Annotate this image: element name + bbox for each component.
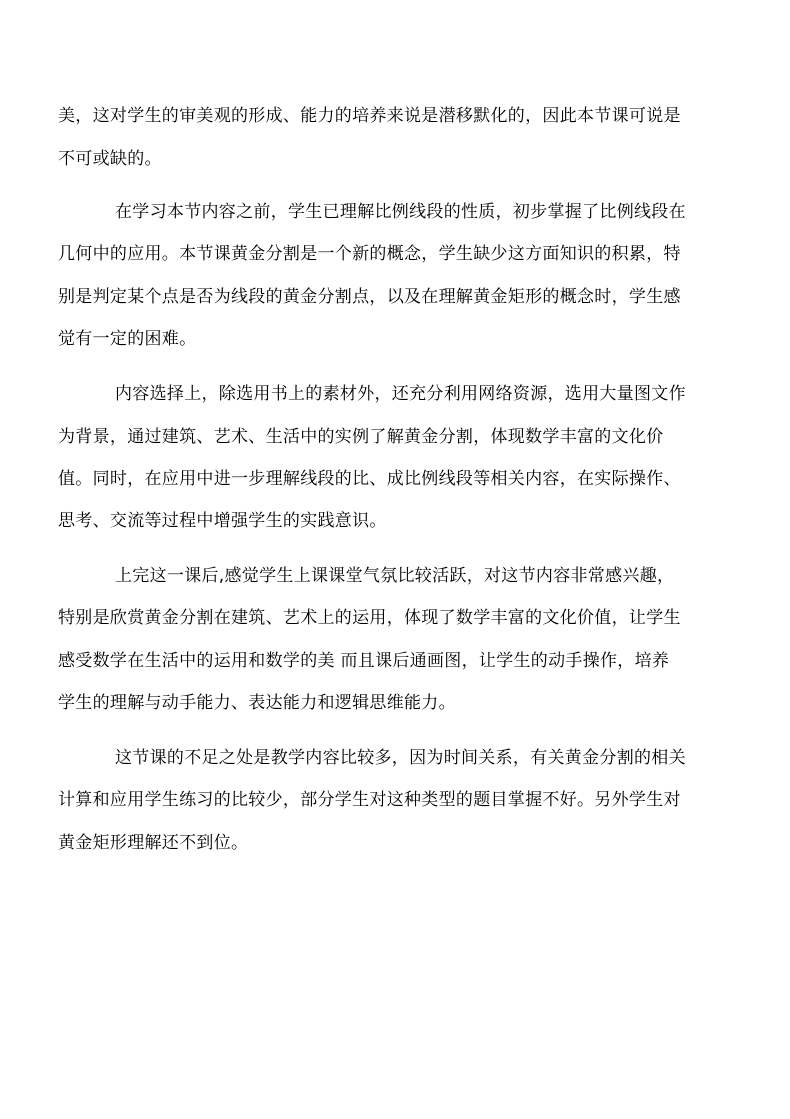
- text-line: 学生的理解与动手能力、表达能力和逻辑思维能力。: [58, 693, 456, 713]
- text-line: 感受数学在生活中的运用和数学的美 而且课后通画图，让学生的动手操作，培养: [58, 651, 670, 671]
- text-line: 思考、交流等过程中增强学生的实践意识。: [58, 511, 387, 531]
- text-line: 在学习本节内容之前，学生已理解比例线段的性质，初步掌握了比例线段在: [115, 202, 686, 222]
- text-line: 美，这对学生的审美观的形成、能力的培养来说是潜移默化的，因此本节课可说是: [58, 106, 681, 126]
- text-line: 特别是欣赏黄金分割在建筑、艺术上的运用，体现了数学丰富的文化价值，让学生: [58, 608, 681, 628]
- text-line: 不可或缺的。: [58, 149, 162, 169]
- text-line: 别是判定某个点是否为线段的黄金分割点，以及在理解黄金矩形的概念时，学生感: [58, 287, 681, 307]
- text-line: 几何中的应用。本节课黄金分割是一个新的概念，学生缺少这方面知识的积累，特: [58, 244, 681, 264]
- text-line: 为背景，通过建筑、艺术、生活中的实例了解黄金分割，体现数学丰富的文化价: [58, 427, 664, 447]
- text-line: 觉有一定的困难。: [58, 329, 197, 349]
- text-line: 值。同时，在应用中进一步理解线段的比、成比例线段等相关内容，在实际操作、: [58, 469, 681, 489]
- text-line: 上完这一课后,感觉学生上课课堂气氛比较活跃，对这节内容非常感兴趣，: [115, 566, 675, 586]
- text-line: 黄金矩形理解还不到位。: [58, 833, 249, 853]
- text-line: 这节课的不足之处是教学内容比较多，因为时间关系，有关黄金分割的相关: [115, 748, 686, 768]
- text-line: 内容选择上，除选用书上的素材外，还充分利用网络资源，选用大量图文作: [115, 384, 686, 404]
- text-line: 计算和应用学生练习的比较少，部分学生对这种类型的题目掌握不好。另外学生对: [58, 790, 681, 810]
